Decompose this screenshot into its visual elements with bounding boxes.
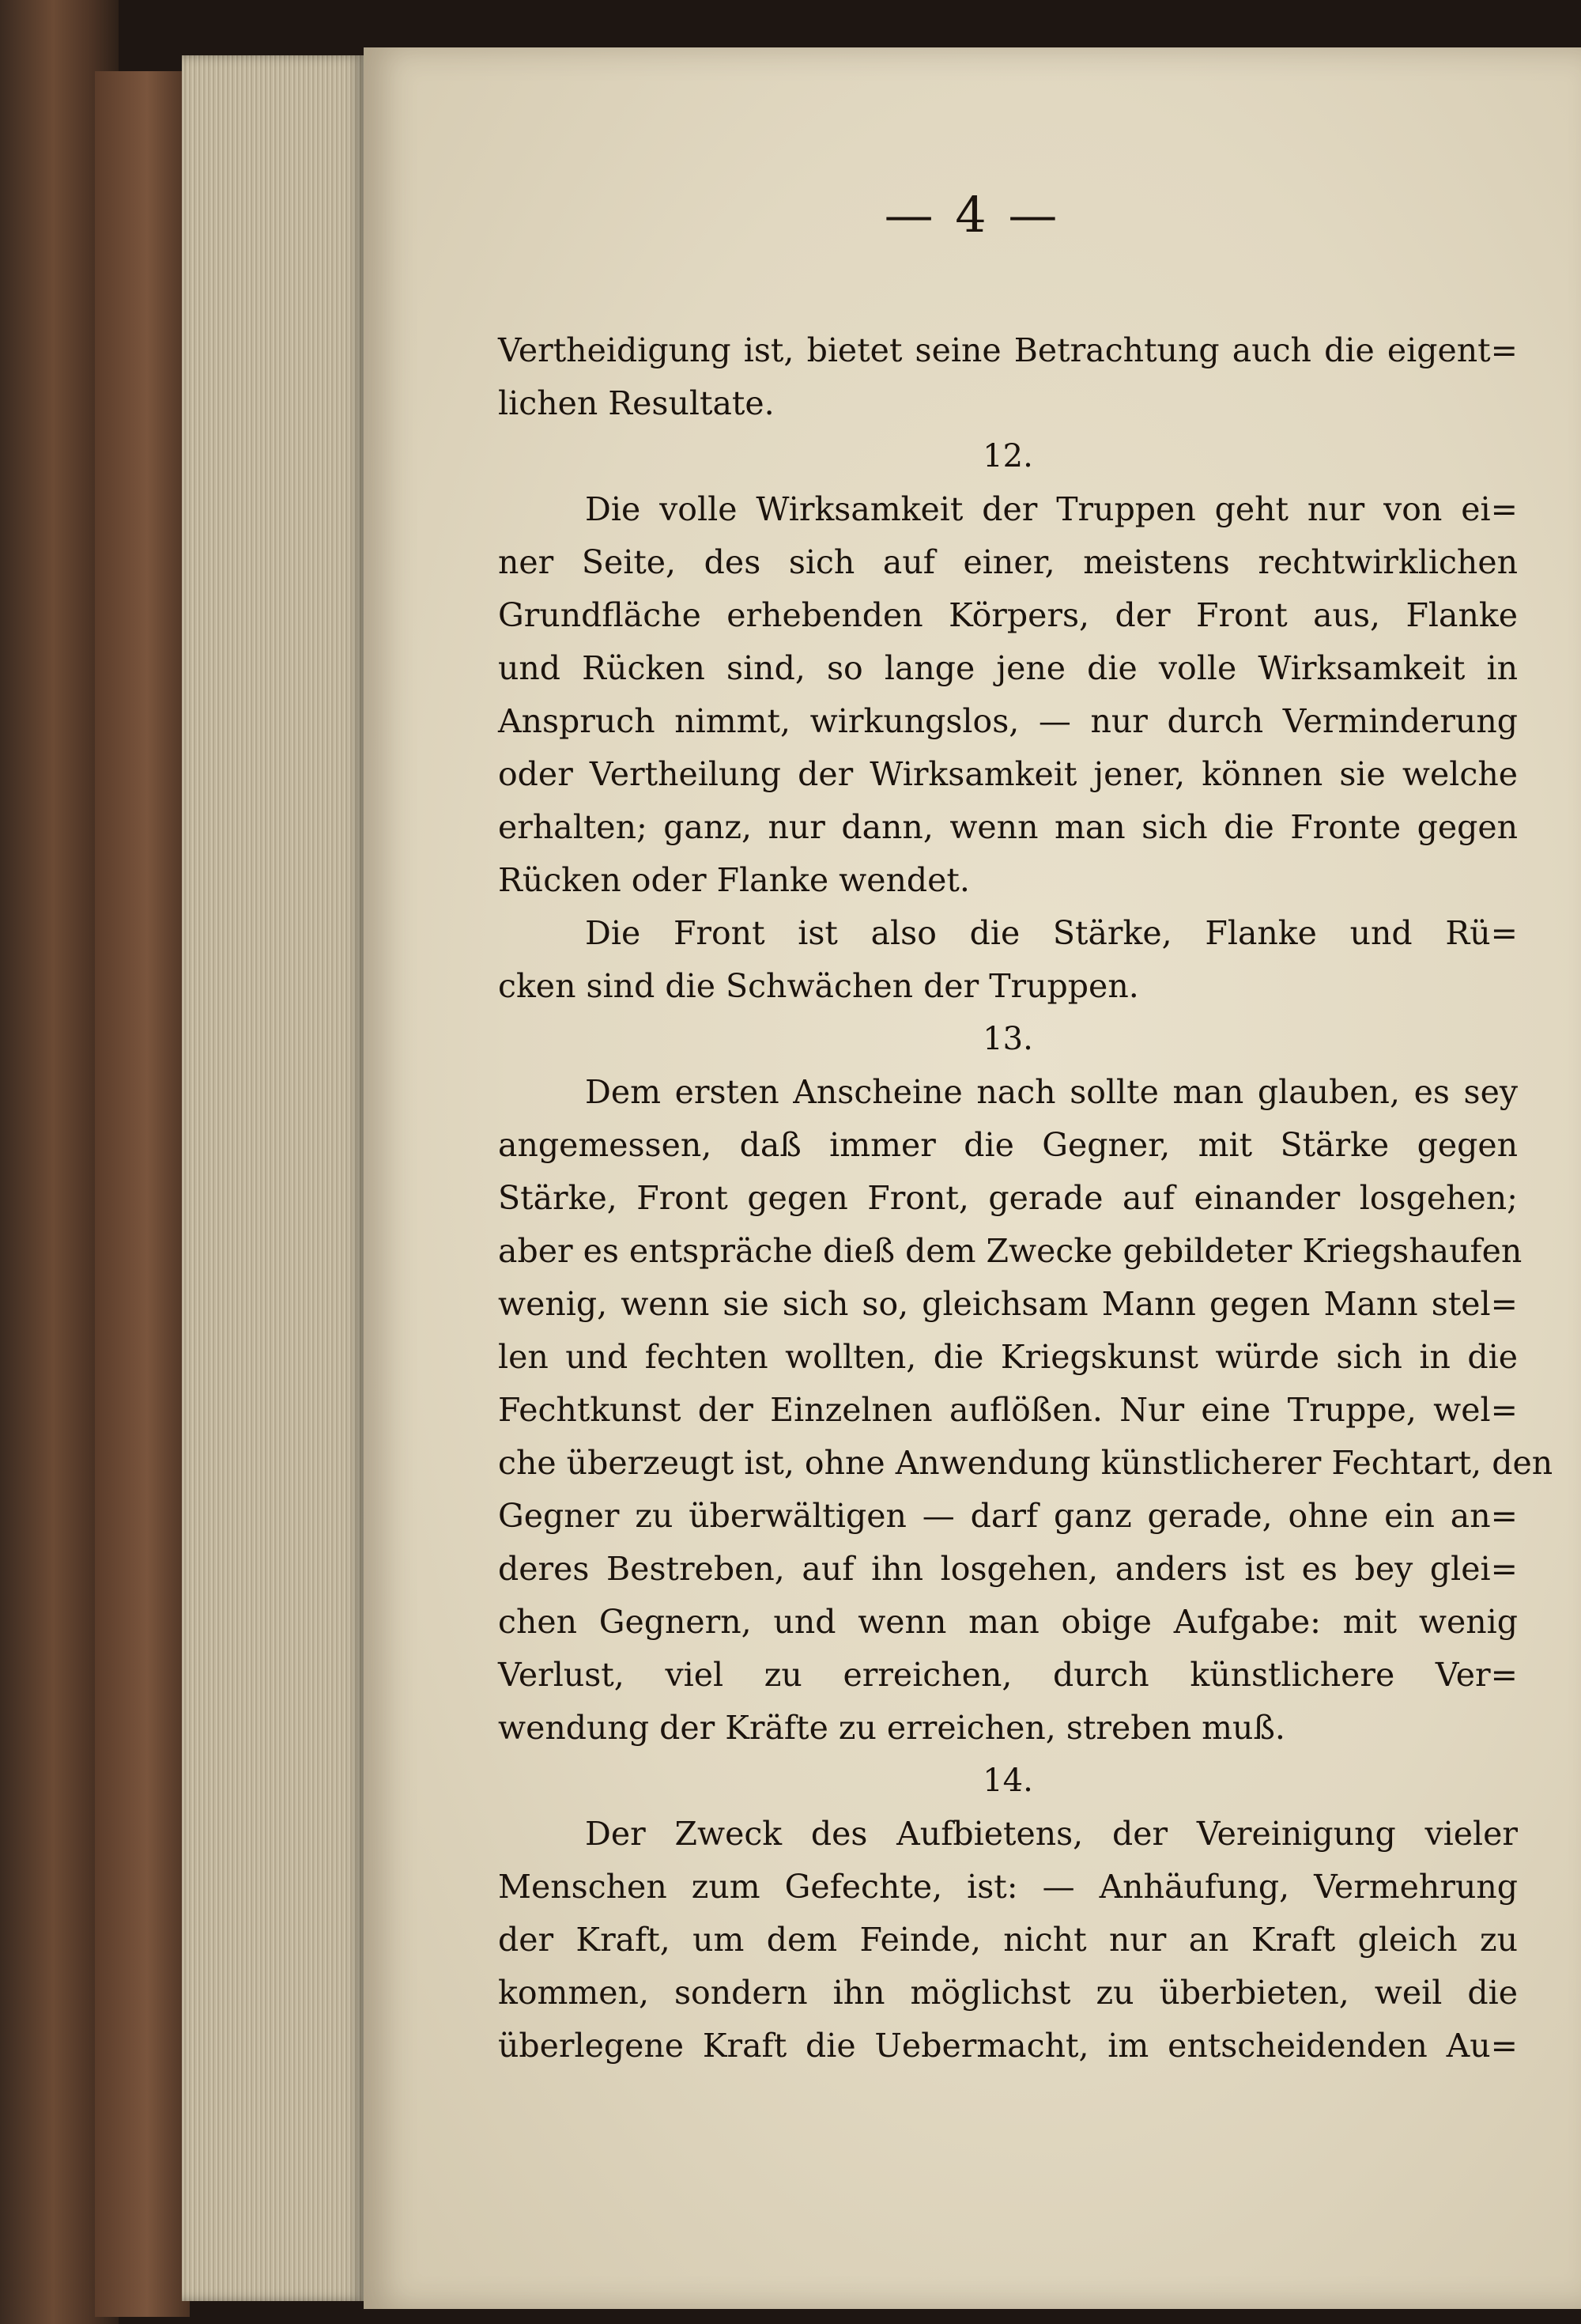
text-line: wenig, wenn sie sich so, gleichsam Mann gegen Mann stel= (498, 1285, 1518, 1323)
text-line: Fechtkunst der Einzelnen auflößen. Nur eine Truppe, wel= (498, 1391, 1518, 1429)
text-line: Vertheidigung ist, bietet seine Betrachtung auch die eigent= (498, 331, 1518, 369)
text-line: überlegene Kraft die Uebermacht, im entscheidenden Au= (498, 2027, 1518, 2065)
text-line: len und fechten wollten, die Kriegskunst würde sich in die (498, 1338, 1518, 1376)
book-cover-edge (95, 71, 190, 2317)
text-line: aber es entspräche dieß dem Zwecke gebildeter Kriegshaufen (498, 1232, 1523, 1270)
text-line: oder Vertheilung der Wirksamkeit jener, können sie welche (498, 755, 1518, 793)
text-line: che überzeugt ist, ohne Anwendung künstlicherer Fechtart, den (498, 1444, 1553, 1482)
page-edges (182, 55, 364, 2301)
text-line: Der Zweck des Aufbietens, der Vereinigung vieler (585, 1815, 1518, 1853)
text-line: wendung der Kräfte zu erreichen, streben muß. (498, 1709, 1285, 1747)
text-line: ner Seite, des sich auf einer, meistens rechtwirklichen (498, 543, 1518, 581)
page-number: — 4 — (884, 186, 1061, 244)
text-line: Verlust, viel zu erreichen, durch künstlichere Ver= (498, 1656, 1518, 1694)
text-line: lichen Resultate. (498, 384, 775, 422)
text-line: der Kraft, um dem Feinde, nicht nur an Kraft gleich zu (498, 1921, 1518, 1959)
text-line: Die Front ist also die Stärke, Flanke und Rü= (585, 914, 1518, 952)
text-line: Grundfläche erhebenden Körpers, der Front aus, Flanke (498, 596, 1518, 634)
text-line: Dem ersten Anscheine nach sollte man glauben, es sey (585, 1073, 1518, 1111)
text-line: chen Gegnern, und wenn man obige Aufgabe: mit wenig (498, 1603, 1518, 1641)
text-line: angemessen, daß immer die Gegner, mit Stärke gegen (498, 1126, 1518, 1164)
text-line: Rücken oder Flanke wendet. (498, 861, 970, 899)
text-line: und Rücken sind, so lange jene die volle Wirksamkeit in (498, 649, 1518, 687)
text-line: deres Bestreben, auf ihn losgehen, anders ist es bey glei= (498, 1550, 1518, 1588)
text-line: Anspruch nimmt, wirkungslos, — nur durch Verminderung (498, 702, 1518, 740)
book-page (364, 47, 1581, 2309)
text-line: kommen, sondern ihn möglichst zu überbieten, weil die (498, 1974, 1518, 2012)
text-line: Gegner zu überwältigen — darf ganz gerade, ohne ein an= (498, 1497, 1518, 1535)
section-heading: 12. (983, 438, 1033, 474)
page-text (498, 324, 1553, 2073)
section-heading: 13. (983, 1021, 1033, 1057)
text-line: cken sind die Schwächen der Truppen. (498, 967, 1139, 1005)
text-line: Die volle Wirksamkeit der Truppen geht nur von ei= (585, 490, 1518, 528)
text-line: Menschen zum Gefechte, ist: — Anhäufung, Vermehrung (498, 1868, 1518, 1906)
section-heading: 14. (983, 1763, 1033, 1799)
text-line: Stärke, Front gegen Front, gerade auf einander losgehen; (498, 1179, 1518, 1217)
text-line: erhalten; ganz, nur dann, wenn man sich die Fronte gegen (498, 808, 1518, 846)
